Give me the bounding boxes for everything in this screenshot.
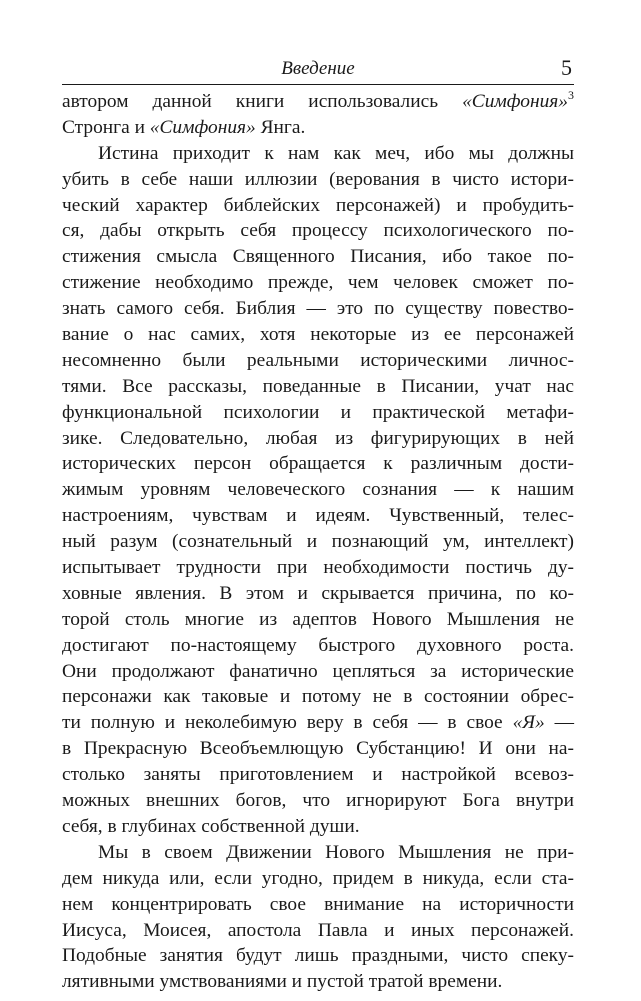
text-line [62, 659, 574, 685]
text-line [62, 400, 574, 426]
line-text: убить в себе наши иллюзии (верования в чисто истори- [62, 168, 574, 190]
line-text: Мы в своем Движении Нового Мышления не при- [98, 841, 574, 863]
text-line [62, 969, 574, 995]
text-line [62, 840, 574, 866]
line-text: достигают по-настоящему быстрого духовного роста. [62, 634, 574, 656]
text-line [62, 633, 574, 659]
footnote-marker: 3 [568, 88, 574, 102]
body-text [62, 89, 574, 995]
line-text: Подобные занятия будут лишь праздными, чисто спеку- [62, 945, 574, 967]
text-line [62, 892, 574, 918]
line-text: функциональной психологии и практической метафи- [62, 401, 574, 423]
line-text: несомненно были реальными историческими личнос- [62, 349, 574, 371]
line-text: ный разум (сознательный и познающий ум, интеллект) [62, 531, 574, 553]
line-text: тями. Все рассказы, поведанные в Писании, учат нас [62, 375, 574, 397]
text-line [62, 141, 574, 167]
text-line [62, 322, 574, 348]
line-text: ховные явления. В этом и скрывается причина, по ко- [62, 582, 574, 604]
italic-text: «Симфония» [149, 116, 256, 138]
text-line [62, 762, 574, 788]
text-line [62, 581, 574, 607]
line-text: Истина приходит к нам как меч, ибо мы должны [98, 142, 574, 164]
header-rule [62, 84, 574, 85]
text-line [62, 89, 574, 115]
line-text: знать самого себя. Библия — это по существу повество- [62, 298, 574, 320]
text-line [62, 943, 574, 969]
text-line [62, 270, 574, 296]
line-text: исторических персон обращается к различным дости- [62, 453, 574, 475]
line-text: стижение необходимо прежде, чем человек сможет по- [62, 272, 574, 294]
text-line [62, 814, 574, 840]
text-line [62, 451, 574, 477]
section-title: Введение [281, 58, 355, 79]
line-text: лятивными умствованиями и пустой тратой времени. [62, 971, 503, 993]
line-text: дем никуда или, если угодно, придем в никуда, если ста- [62, 867, 574, 889]
text-line [62, 348, 574, 374]
text-line [62, 193, 574, 219]
text-line [62, 555, 574, 581]
text-line [62, 503, 574, 529]
line-text: ся, дабы открыть себя процессу психологического по- [62, 220, 574, 242]
line-text: стижения смысла Священного Писания, ибо такое по- [62, 246, 574, 268]
text-line [62, 529, 574, 555]
line-text: персонажи как таковые и потому не в состоянии обрес- [62, 686, 574, 708]
line-text: жимым уровням человеческого сознания — к нашим [62, 479, 574, 501]
running-header [62, 55, 574, 84]
page-number: 5 [561, 55, 572, 80]
line-text: торой столь многие из адептов Нового Мышления не [62, 608, 574, 630]
text-line [62, 607, 574, 633]
text-line [62, 115, 574, 141]
text-line [62, 296, 574, 322]
text-line [62, 684, 574, 710]
text-line [62, 788, 574, 814]
line-text: зике. Следовательно, любая из фигурирующих в ней [62, 427, 574, 449]
line-text: в Прекрасную Всеобъемлющую Субстанцию! И они на- [62, 738, 574, 760]
line-text: ти полную и неколебимую веру в себя — в свое [62, 712, 513, 734]
text-line [62, 426, 574, 452]
text-line [62, 918, 574, 944]
line-text: Они продолжают фанатично цепляться за исторические [62, 660, 574, 682]
line-text: Янга. [255, 116, 306, 138]
line-text: нем концентрировать свое внимание на историчности [62, 893, 574, 915]
text-line [62, 218, 574, 244]
text-line [62, 477, 574, 503]
line-text: испытывает трудности при необходимости постичь ду- [62, 557, 574, 579]
text-line [62, 736, 574, 762]
text-line [62, 866, 574, 892]
text-line [62, 244, 574, 270]
line-text: ческий характер библейских персонажей) и пробудить- [62, 194, 574, 216]
text-line [62, 710, 574, 736]
line-text: автором данной книги использовались [62, 91, 463, 112]
line-text: вание о нас самих, хотя некоторые из ее персонажей [62, 324, 574, 346]
line-text: себя, в глубинах собственной души. [62, 815, 360, 837]
line-text: столько заняты приготовлением и настройкой всевоз- [62, 764, 574, 786]
line-text: настроениям, чувствам и идеям. Чувственный, телес- [62, 505, 574, 527]
line-text: — [544, 712, 574, 734]
text-line [62, 167, 574, 193]
italic-text: «Я» [512, 712, 545, 734]
line-text: Иисуса, Моисея, апостола Павла и иных персонажей. [62, 919, 574, 941]
line-text: Стронга и [62, 116, 150, 138]
line-text: можных внешних богов, что игнорируют Бога внутри [62, 790, 574, 812]
text-line [62, 374, 574, 400]
italic-text: «Симфония» [462, 91, 568, 112]
